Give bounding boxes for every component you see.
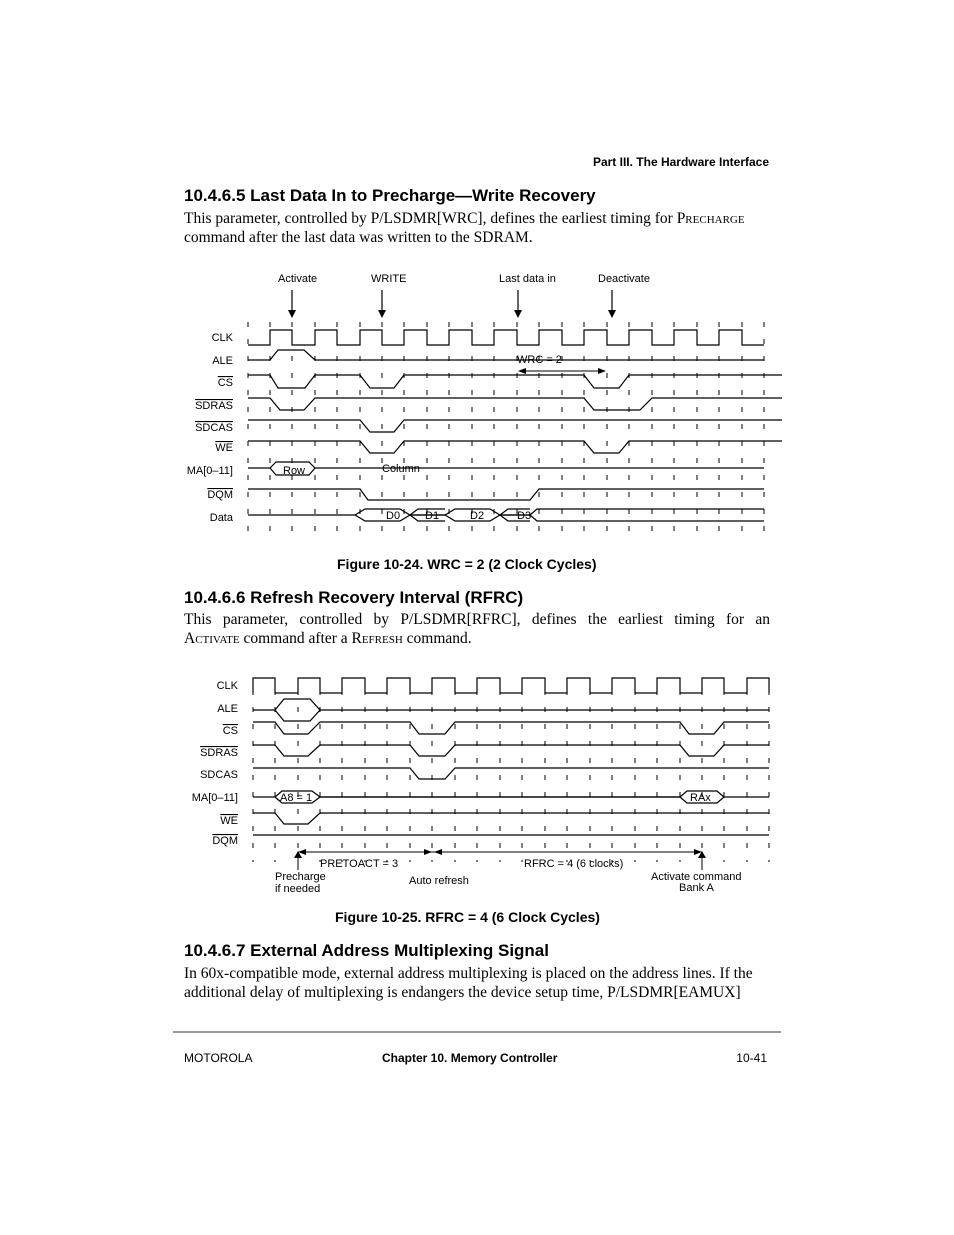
wave2-ma-bottom xyxy=(275,797,724,803)
signal-label-dqm: DQM xyxy=(207,489,233,501)
signal-label-ma: MA[0–11] xyxy=(186,465,233,477)
wave2-sdcas xyxy=(253,768,769,779)
signal2-label-sdras: SDRAS xyxy=(200,747,238,759)
wrc-label: WRC = 2 xyxy=(517,354,562,366)
ma-a8-label: A8 = 1 xyxy=(280,792,313,804)
wave-clk xyxy=(248,330,764,345)
paragraph-eamux xyxy=(184,964,770,1002)
figure-caption-10-24: Figure 10-24. WRC = 2 (2 Clock Cycles) xyxy=(337,556,597,572)
marker-arrows xyxy=(288,290,616,318)
section-heading-10-4-6-7: 10.4.6.7 External Address Multiplexing Signal xyxy=(184,941,549,960)
section-heading-10-4-6-5: 10.4.6.5 Last Data In to Precharge—Write Recovery xyxy=(184,186,596,205)
signal-label-sdras: SDRAS xyxy=(195,400,233,412)
wave-sdras xyxy=(248,398,782,410)
marker-activate: Activate xyxy=(278,273,318,285)
signal-label-data: Data xyxy=(209,512,233,524)
paragraph-eamux-line-1: In 60x-compatible mode, external address multiplexing is placed on the address lines. If the xyxy=(184,965,753,982)
marker-deactivate: Deactivate xyxy=(598,273,650,285)
signal-label-we: WE xyxy=(215,442,233,454)
activate-command-label: Activate command xyxy=(651,871,742,883)
bank-a-label: Bank A xyxy=(679,882,714,894)
signal-label-cs: CS xyxy=(217,377,233,389)
clock-tick-grid-2 xyxy=(253,690,769,862)
pretoact-label: PRETOACT = 3 xyxy=(320,858,399,870)
wave-we xyxy=(248,441,782,453)
data-d0: D0 xyxy=(386,510,401,522)
paragraph-rfrc-line-1: This parameter, controlled by P/LSDMR[RFRC], defines the earliest timing for an xyxy=(184,611,770,628)
wave2-ale xyxy=(253,699,769,710)
wave2-we xyxy=(253,813,769,824)
signal-label-clk: CLK xyxy=(211,332,233,344)
paragraph-wrc-text-2: command after the last data was written to the SDRAM. xyxy=(184,229,533,246)
wave2-sdras xyxy=(253,745,769,756)
precharge-term: Precharge xyxy=(676,210,745,227)
paragraph-eamux-line-2: additional delay of multiplexing is endangers the device setup time, P/LSDMR[EAMUX] xyxy=(184,984,741,1001)
ma-column-label: Column xyxy=(382,463,420,475)
data-d2: D2 xyxy=(470,510,485,522)
signal2-label-we: WE xyxy=(220,815,238,827)
signal2-label-ma: MA[0–11] xyxy=(191,792,238,804)
marker-write: WRITE xyxy=(371,273,407,285)
paragraph-rfrc-mid: command after a xyxy=(239,630,352,647)
signal-label-sdcas: SDCAS xyxy=(195,422,233,434)
signal2-label-ale: ALE xyxy=(217,703,238,715)
signal2-label-cs: CS xyxy=(222,725,238,737)
signal-label-ale: ALE xyxy=(212,355,233,367)
paragraph-rfrc-line-2 xyxy=(184,629,770,648)
auto-refresh-label: Auto refresh xyxy=(409,875,469,887)
timing-diagram-wrc xyxy=(0,262,954,552)
marker-last-data-in: Last data in xyxy=(499,273,556,285)
activate-term: Activate xyxy=(184,630,240,647)
paragraph-wrc-text-1: This parameter, controlled by P/LSDMR[WRC], defines the earliest timing for xyxy=(184,210,677,227)
paragraph-wrc xyxy=(184,209,770,247)
footer-page-number: 10-41 xyxy=(736,1051,767,1065)
wave-dqm xyxy=(248,489,764,500)
signal2-label-dqm: DQM xyxy=(212,835,238,847)
wave-sdcas xyxy=(248,420,782,432)
wave2-clk xyxy=(253,678,769,693)
running-header: Part III. The Hardware Interface xyxy=(592,155,769,169)
paragraph-rfrc-end: command. xyxy=(402,630,472,647)
data-d3: D3 xyxy=(517,510,532,522)
timing-diagram-rfrc xyxy=(0,670,954,905)
wave-ale xyxy=(248,350,764,360)
ma-row-label: Row xyxy=(283,465,306,477)
ma-rax-label: RAx xyxy=(690,792,711,804)
paragraph-rfrc xyxy=(184,610,770,648)
wave-cs xyxy=(248,375,782,388)
clock-tick-grid xyxy=(248,322,764,540)
section-heading-10-4-6-6: 10.4.6.6 Refresh Recovery Interval (RFRC) xyxy=(184,588,524,607)
refresh-term: Refresh xyxy=(351,630,403,647)
footer-chapter: Chapter 10. Memory Controller xyxy=(382,1051,558,1065)
rfrc-label: RFRC = 4 (6 clocks) xyxy=(524,858,624,870)
wave-ma-top xyxy=(248,462,764,468)
footer-left: MOTOROLA xyxy=(184,1051,253,1065)
data-d1: D1 xyxy=(425,510,440,522)
wave2-cs xyxy=(253,722,769,734)
signal2-label-clk: CLK xyxy=(216,680,238,692)
precharge-label: Precharge xyxy=(275,871,326,883)
figure-caption-10-25: Figure 10-25. RFRC = 4 (6 Clock Cycles) xyxy=(335,909,600,925)
footer-rule xyxy=(173,1031,781,1033)
signal2-label-sdcas: SDCAS xyxy=(200,769,238,781)
if-needed-label: if needed xyxy=(275,883,321,895)
